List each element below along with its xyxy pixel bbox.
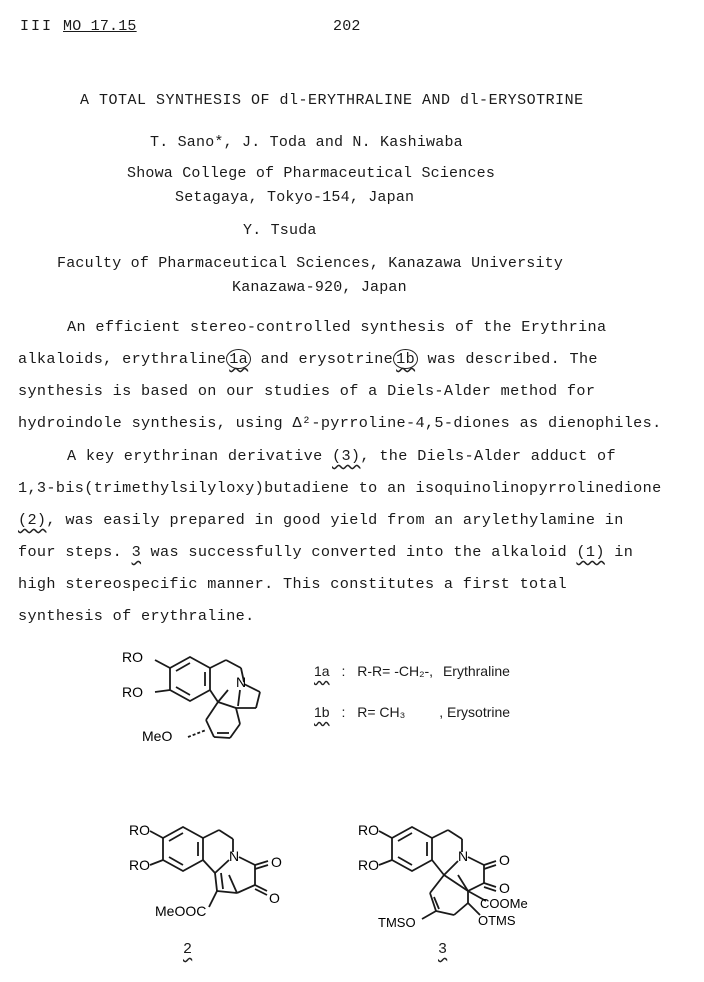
abstract-p2-line-4: four steps. 3 was successfully converted into the alkaloid (1) in [18,543,634,561]
header-left [20,18,137,35]
s1-methoxy: MeO [142,728,173,744]
abstract-p1-line-1: An efficient stereo-controlled synthesis of the Erythrina [67,318,607,336]
compound-ref-3: (3) [332,447,361,465]
s3-ester: COOMe [480,896,528,911]
affiliation-1-line-2: Setagaya, Tokyo-154, Japan [175,189,415,206]
abstract-p2-line-5: high stereospecific manner. This constitutes a first total [18,575,567,593]
compound-ref-1b: 1b [393,349,418,369]
s2-ro-bottom: RO [129,857,150,873]
s3-ro-bottom: RO [358,857,379,873]
abstract-p2-line-2: 1,3-bis(trimethylsilyloxy)butadiene to an isoquinolinopyrrolinedione [18,479,662,497]
s2-oxo-1: O [271,854,282,870]
structure-2-number: 2 [183,941,193,958]
legend-1a: 1a : R-R= -CH₂-, Erythraline [314,663,510,679]
s3-otms: OTMS [478,913,516,928]
s1-ro-bottom: RO [122,684,143,700]
abstract-p2-line-6: synthesis of erythraline. [18,607,255,625]
abstract-p2-line-3: (2), was easily prepared in good yield from an arylethylamine in [18,511,624,529]
page-number: 202 [333,18,361,35]
abstract-p1-line-3: synthesis is based on our studies of a Diels-Alder method for [18,382,596,400]
compound-ref-2: (2) [18,511,47,529]
authors-primary: T. Sano*, J. Toda and N. Kashiwaba [150,134,463,151]
s3-tmso: TMSO [378,915,416,930]
compound-ref-1: (1) [576,543,605,561]
s3-ro-top: RO [358,822,379,838]
authors-secondary: Y. Tsuda [243,222,317,239]
margin-mark: III [20,18,54,35]
s3-oxo-1: O [499,852,510,868]
abstract-p1-line-4: hydroindole synthesis, using Δ²-pyrroline-4,5-diones as dienophiles. [18,414,662,432]
structure-2-isoquinolinopyrrolinedione [125,815,295,925]
legend-1b: 1b : R= CH₃ , Erysotrine [314,704,511,720]
abstract-p1-line-2: alkaloids, erythraline 1a and erysotrine 1b was described. The [18,350,598,368]
s3-oxo-2: O [499,880,510,896]
affiliation-1-line-1: Showa College of Pharmaceutical Sciences [127,165,496,182]
compound-ref-1a: 1a [226,349,251,369]
s1-ro-top: RO [122,649,143,665]
affiliation-2-line-1: Faculty of Pharmaceutical Sciences, Kanazawa University [57,255,564,272]
affiliation-2-line-2: Kanazawa-920, Japan [232,279,407,296]
s1-nitrogen: N [236,674,247,690]
compound-ref-3-inline: 3 [131,543,142,561]
s3-nitrogen: N [458,848,469,864]
s2-oxo-2: O [269,890,280,906]
structure-3-diels-alder-adduct [350,815,540,935]
s2-ro-top: RO [129,822,150,838]
structure-1-erythrinan [110,640,310,755]
abstract-p2-line-1: A key erythrinan derivative (3), the Diels-Alder adduct of [67,447,616,465]
s2-nitrogen: N [229,848,240,864]
structure-3-number: 3 [438,941,448,958]
s2-ester: MeOOC [155,903,207,919]
paper-title: A TOTAL SYNTHESIS OF dl-ERYTHRALINE AND dl-ERYSOTRINE [80,92,584,109]
document-code: MO 17.15 [63,18,137,35]
